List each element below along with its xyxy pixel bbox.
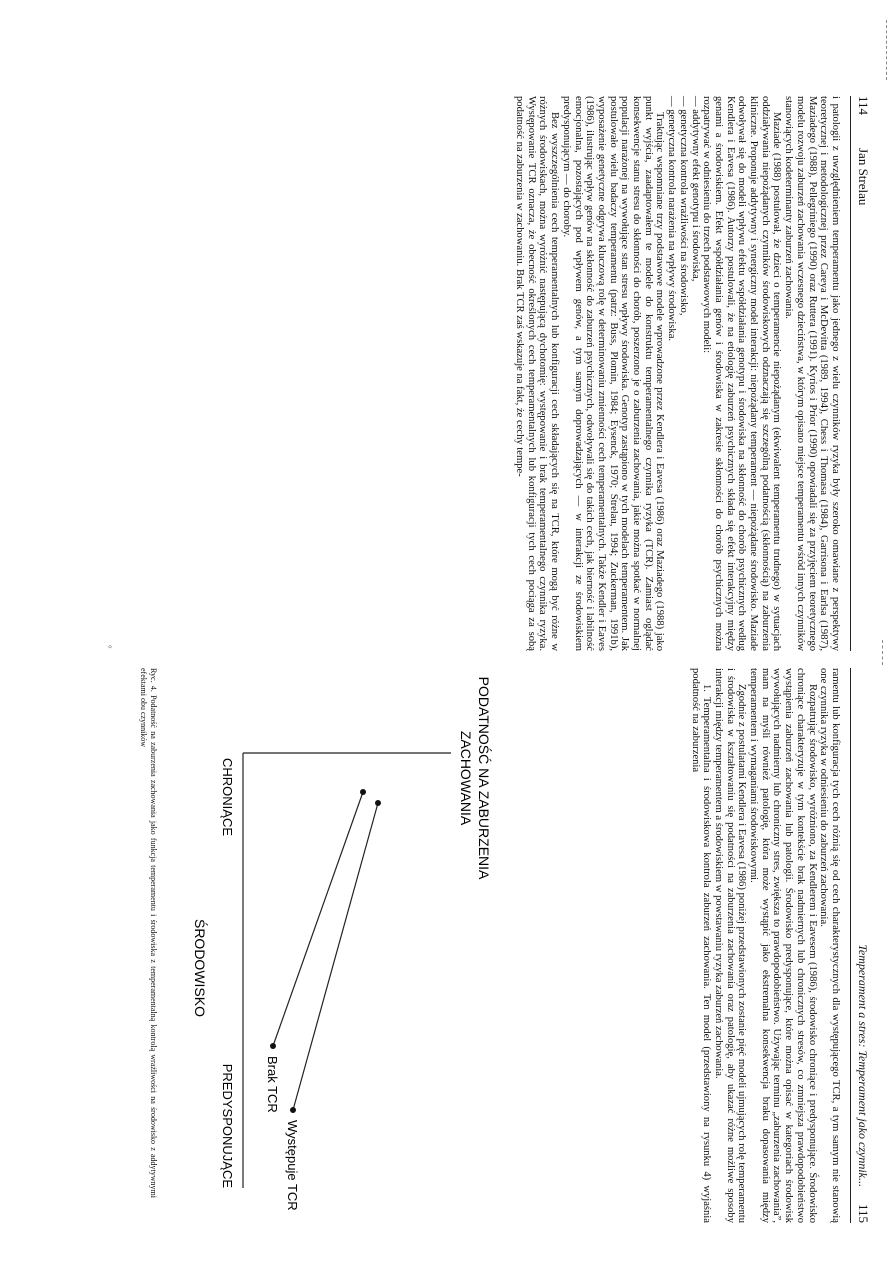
scan-artifact-line <box>886 20 887 80</box>
paragraph: Zgodnie z postulatami Kendlera i Eavesa (1986) poniżej przedstawionych zostanie pięć modeli ujmujących rolę temperamentu i środowiska w kształtowaniu się podatności na zaburzenia zachowania oraz patologię, aby ukazać różne możliwe sposoby interakcji między temperamentem a środowiskiem w powstawaniu ryzyka zaburzeń zachowania. <box>712 668 748 1223</box>
figure-chart <box>163 668 493 1223</box>
stray-mark: ° <box>103 645 113 649</box>
figure-caption: Ryc. 4. Podatność na zaburzenia zachowania jako funkcja temperamentu i środowiska z temperamentalną kontrolą wrażliwości na środowisko z addytywnymi efektami obu czynników <box>139 668 158 1198</box>
list-item: — genetyczna kontrola narażenia na wpływy środowiska. <box>666 96 678 342</box>
left-page-body <box>513 96 841 651</box>
line-point <box>290 1107 296 1113</box>
right-page-body <box>689 668 841 1223</box>
line-point <box>360 789 366 795</box>
series-label: Brak TCR <box>265 1056 280 1113</box>
page-number: 114 <box>856 96 871 116</box>
list-item: — genetyczna kontrola wrażliwości na środowisko, <box>677 96 689 316</box>
y-axis-title: ZACHOWANIA <box>458 730 474 826</box>
line-brak-tcr <box>273 792 363 1046</box>
scan-artifact-line <box>882 640 883 665</box>
right-page-header <box>850 668 873 1223</box>
paragraph: Bez wyszczególnienia cech temperamentalnych lub konfiguracji cech składających się na TCR, które mogą być różne w różnych środowiskach, można wyróżnić następującą dychotomię: występowanie i brak temperamentalnego czynnika ryzyka. Występowanie TCR oznacza, że obecność określonych cech temperamentalnych lub konfiguracji tych cech pociąga za sobą podatność na zaburzenia w zachowaniu. Brak TCR zaś wskazuje na fakt, że cechy tempe- <box>514 96 561 651</box>
x-axis-title: ŚRODOWISKO <box>192 918 208 1018</box>
x-left-label: CHRONIĄCE <box>220 758 235 837</box>
paragraph: ramentu lub konfiguracja tych cech różnią się od cech charakterystycznych dla występującego TCR, a tym samym nie stanowią one czynnika ryzyka w odniesieniu do zaburzeń zachowania. <box>818 668 841 1223</box>
page-number: 115 <box>856 1203 871 1223</box>
y-axis-title: PODATNOŚĆ NA ZABURZENIA <box>476 676 492 880</box>
left-page-header <box>850 96 873 651</box>
list-item: — addytywny efekt genotypu i środowiska, <box>689 96 701 282</box>
running-head: Temperament a stres: Temperament jako czynnik... <box>856 944 870 1187</box>
paragraph: Rozpatrując środowisko, wyróżniono, za Kendlerem i Eavesem (1986), środowisko chroniące i predysponujące. Środowisko chroniące charakteryzuje w tym kontekście brak nadmiernych lub chronicznych stresów, co zmniejsza prawdopodobieństwo wystąpienia zaburzeń zachowania lub patologii. Środowisko predysponujące, które można opisać w kategoriach środowisk wywołujących nadmierny lub chroniczny stres, zwiększa to prawdopodobieństwo. Używając terminu „zaburzenia zachowania”, mam na myśli również patologię, która może wystąpić jako ekstremalna konsekwencja braku dopasowania między temperamentem i wymaganiami środowiskowymi. <box>748 668 818 1223</box>
left-page <box>13 96 873 651</box>
line-point <box>270 1043 276 1049</box>
right-page <box>13 668 873 1223</box>
series-label: Występuje TCR <box>285 1120 300 1211</box>
x-right-label: PREDYSPONUJĄCE <box>220 1063 235 1188</box>
paragraph: Traktując wspomniane trzy podstawowe modele wprowadzone przez Kendlera i Eavesa (1986) oraz Maziadego (1988) jako punkt wyjścia, zaadaptowałem te modele do konstruktu temperamentalnego czynnika ryzyka (TCR). Zamiast oglądać konsekwencje stanu stresu do skłonności do chorób, poszerzono je o zaburzenia zachowania, jakie można spotkać w normalnej populacji narażonej na wywołujące stan stresu wpływy środowiska. Genotyp zastąpiono w tych modelach temperamentem. Jak postulowało wielu badaczy temperamentu (patrz: Buss, Plomin, 1984; Eysenck, 1970; Strelau, 1994; Zuckerman, 1991b), wyposażenie genetyczne odgrywa kluczową rolę w determinowaniu zmienności cech temperamentalnych. Także Kendler i Eaves (1986), ilustrując wpływ genów na skłonność do zaburzeń psychicznych, odwoływali się do takich cech, jak bierność i labilność emocjonalna, pozostających pod wpływem genów, a tym samym doprowadzających — w interakcji ze środowiskiem predysponującym — do choroby. <box>560 96 666 651</box>
line-wystepuje-tcr <box>293 803 378 1110</box>
figure-4 <box>163 668 493 1223</box>
paragraph: i patologii z uwzględnieniem temperamentu jako jednego z wielu czynników ryzyka były szeroko omawiane z perspektywy teoretycznej i metodologicznej przez Careya i McDevitta (1989, 1994), Chess i Thomasa (1984), Garrisona i Earlsa (1987), Maziadego (1988), Pellegriniego (1990) oraz Ruttera (1991). Kyrios i Prior (1990) opowiadali się za przyjęciem teoretycznego modelu rozwoju zaburzeń zachowania wczesnego dzieciństwa, w którym opisano miejsce temperamentu wśród innych czynników stanowiących kodeterminanty zaburzeń zachowania. <box>783 96 841 651</box>
paragraph: Maziade (1988) postulował, że dzieci o temperamencie niepożądanym (ekwiwalent temperamentu trudnego) w sytuacjach oddziaływania niepożądanych czynników środowiskowych odznaczają się szczególną podatnością (skłonnością) na zaburzenia kliniczne. Proponuje addytywny i synergiczny model interakcji: niepożądany temperament — niepożądane środowisko. Maziade odwoływał się do modeli wpływu efektu współdziałania genotypu i środowiska na skłonność do chorób psychicznych według Kendlera i Eavesa (1986). Autorzy postulowali, że na etiologię zaburzeń psychicznych składa się efekt interakcyjny między genami a środowiskiem. Efekt współdziałania genów i środowiska w zakresie skłonności do chorób psychicznych można rozpatrywać w odniesieniu do trzech podstawowych modeli: <box>701 96 783 651</box>
paragraph: 1. Temperamentalna i środowiskowa kontrola zaburzeń zachowania. Ten model (przedstawiony na rysunku 4) wyjaśnia podatność na zaburzenia <box>689 668 713 1223</box>
running-head: Jan Strelau <box>856 148 871 206</box>
line-point <box>375 800 381 806</box>
